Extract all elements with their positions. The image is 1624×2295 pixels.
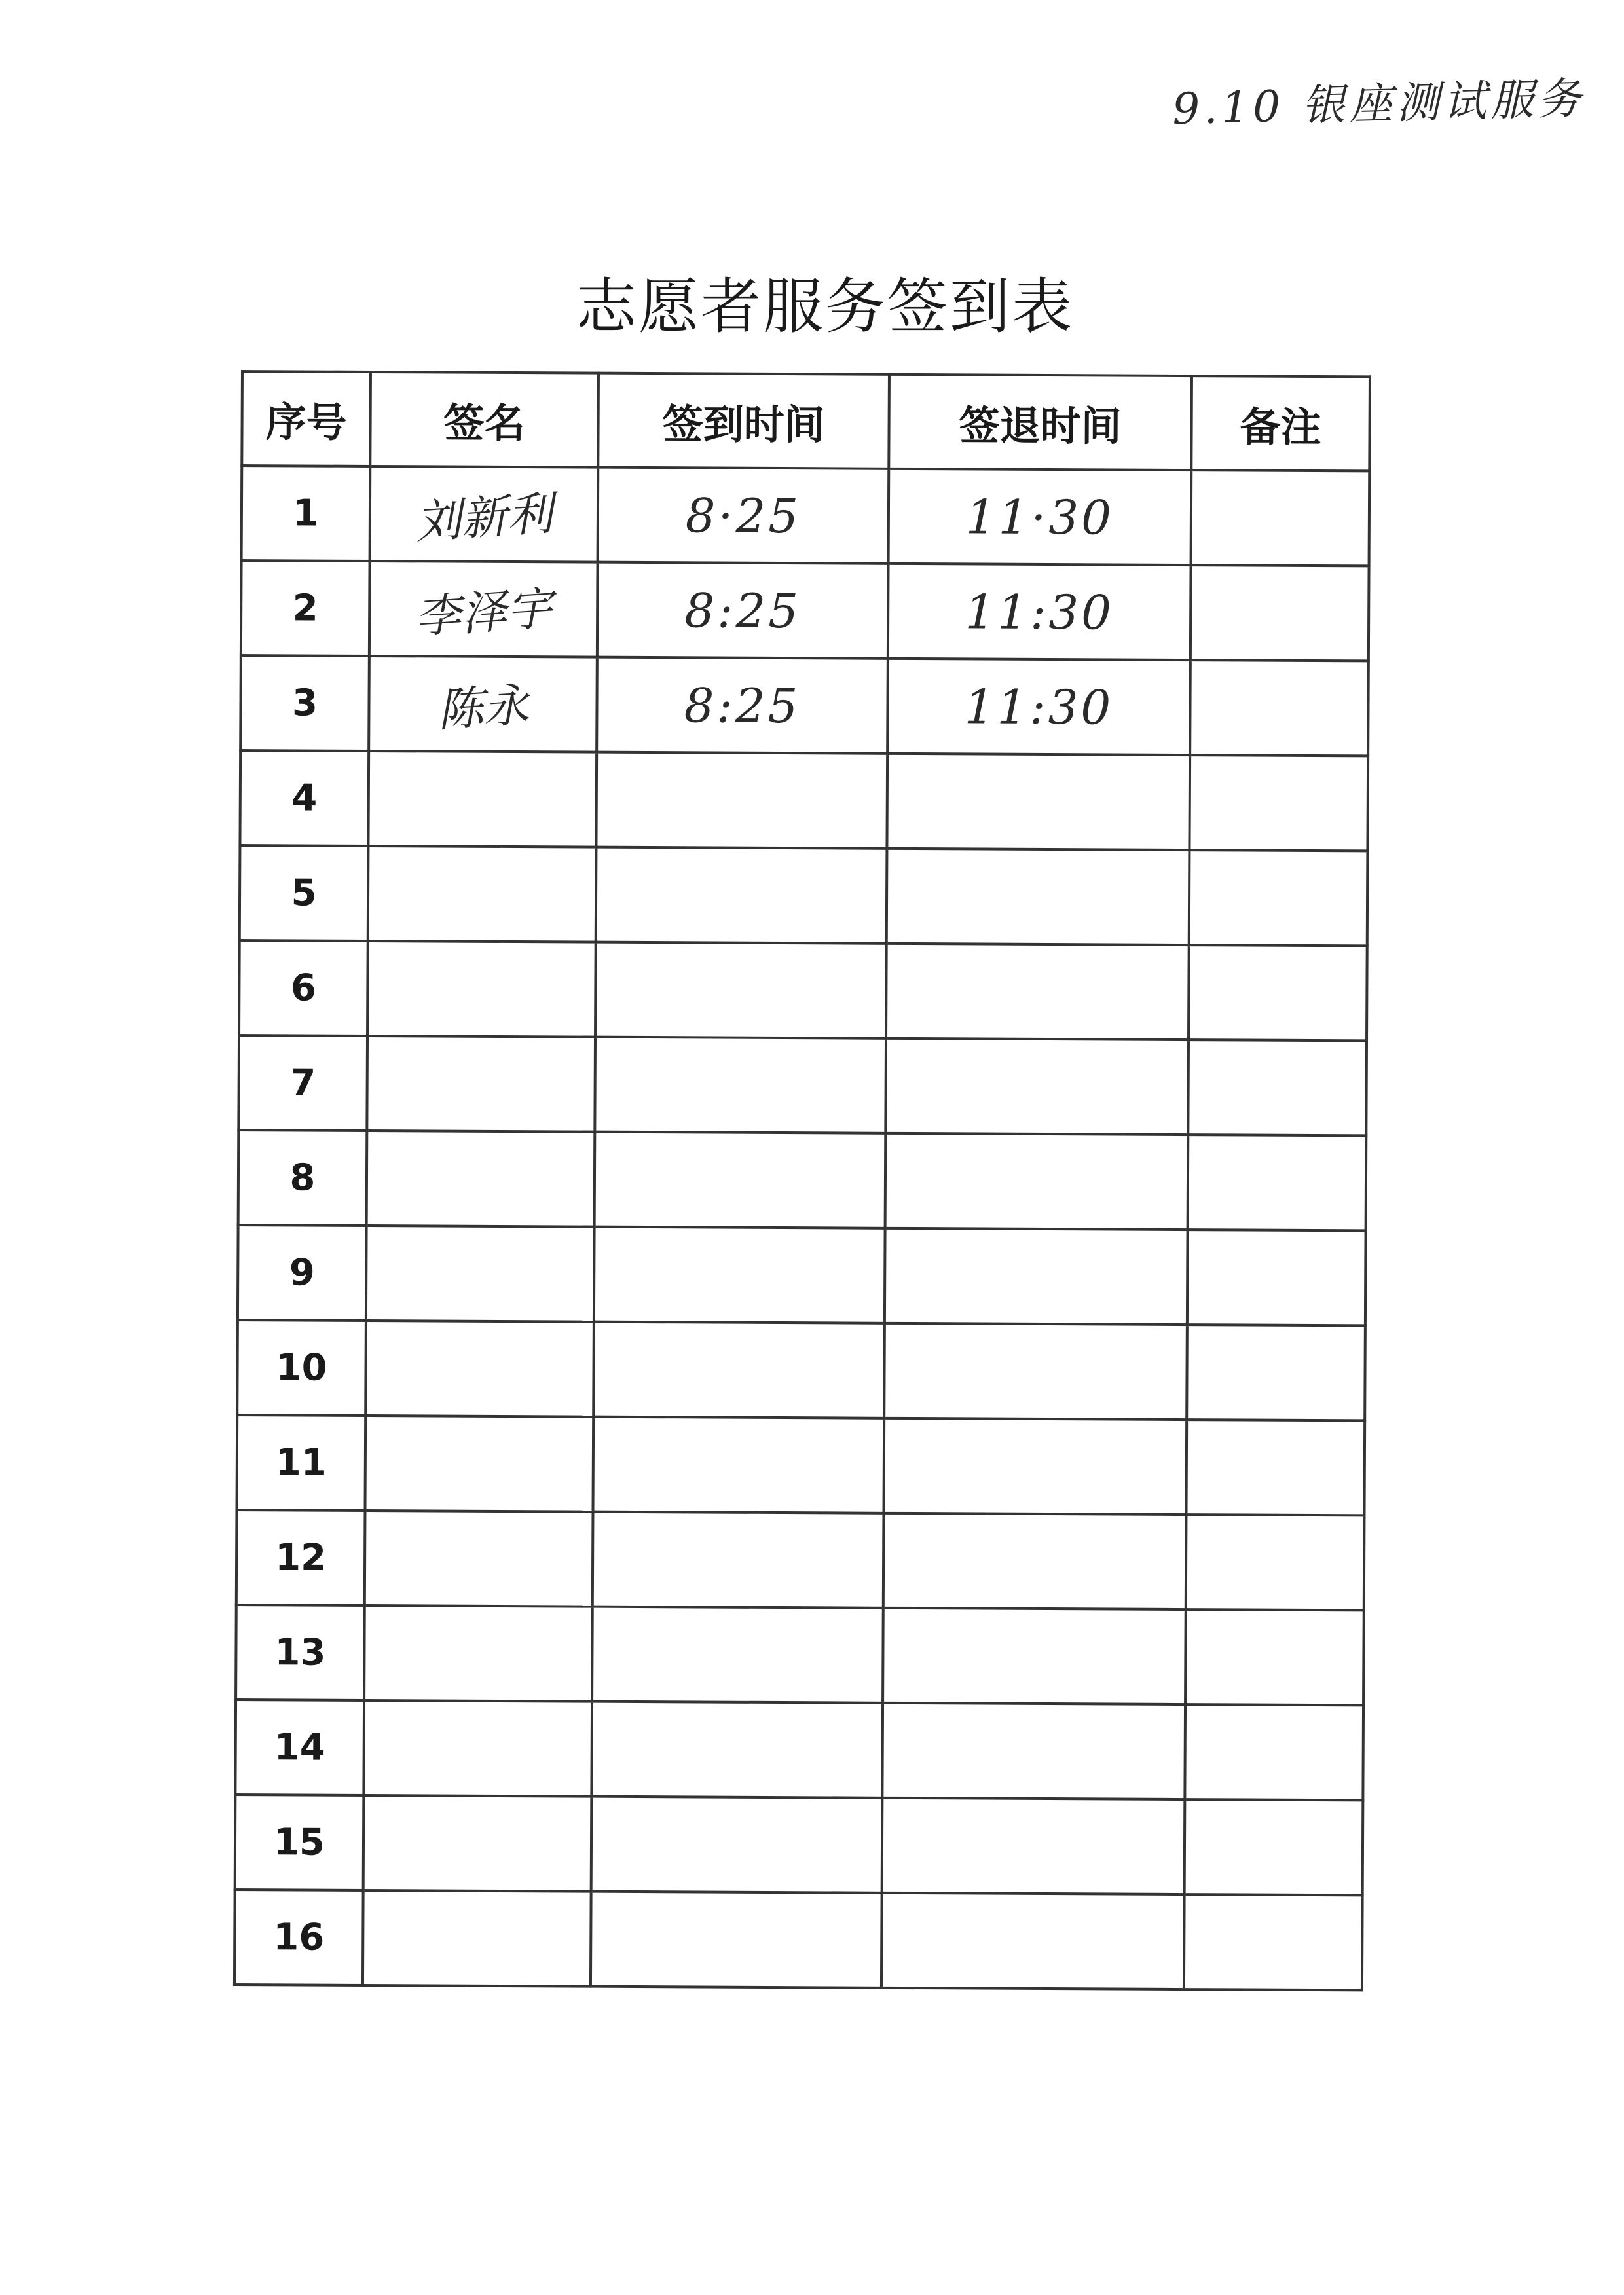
remark-cell <box>1189 755 1368 851</box>
table-row <box>235 1795 1363 1895</box>
page-title: 志愿者服务签到表 <box>576 272 1074 342</box>
row-index: 16 <box>234 1890 363 1985</box>
row-index: 3 <box>240 655 369 751</box>
row-index: 9 <box>238 1225 367 1321</box>
checkout-time-cell <box>888 564 1191 660</box>
checkin-time-cell <box>591 1892 882 1988</box>
checkin-time-cell <box>592 1607 883 1703</box>
signature-cell <box>363 1890 591 1987</box>
row-index: 7 <box>238 1035 367 1131</box>
table-row <box>236 1605 1364 1705</box>
signature-cell <box>369 561 598 657</box>
table-row <box>238 1130 1367 1230</box>
row-index: 11 <box>236 1415 365 1511</box>
remark-cell <box>1186 1420 1365 1515</box>
checkin-time-cell-text: 8·25 <box>685 487 802 543</box>
checkout-time-cell <box>882 1703 1185 1799</box>
signature-cell <box>367 941 596 1037</box>
signature-cell <box>365 1511 593 1607</box>
checkout-time-cell <box>883 1418 1187 1515</box>
remark-cell <box>1185 1609 1364 1705</box>
remark-cell <box>1191 470 1370 566</box>
checkin-time-cell <box>596 847 887 944</box>
row-index: 2 <box>241 560 370 656</box>
signin-table <box>233 370 1371 1991</box>
row-index: 8 <box>238 1130 367 1226</box>
checkin-time-cell <box>595 1132 886 1228</box>
remark-cell <box>1189 945 1367 1040</box>
table-row <box>240 655 1369 756</box>
remark-cell <box>1188 1040 1367 1135</box>
remark-cell <box>1190 660 1369 756</box>
signature-cell <box>370 466 599 562</box>
checkin-time-cell <box>597 562 889 659</box>
signature-cell <box>367 1131 595 1227</box>
header-checkout-time: 签退时间 <box>889 375 1192 470</box>
signature-cell <box>364 1606 593 1702</box>
remark-cell <box>1188 1135 1367 1230</box>
remark-cell <box>1184 1894 1363 1990</box>
handwritten-note: 9.10 银座测试服务 <box>1172 73 1585 135</box>
checkin-time-cell <box>591 1702 883 1798</box>
checkout-time-cell <box>887 754 1190 850</box>
checkin-time-cell <box>591 1797 883 1893</box>
remark-cell <box>1186 1515 1365 1610</box>
checkin-time-cell <box>593 1417 884 1513</box>
remark-cell <box>1187 1325 1365 1420</box>
checkout-time-cell-text: 11·30 <box>965 488 1115 545</box>
row-index: 10 <box>237 1320 366 1416</box>
checkout-time-cell <box>885 1228 1188 1325</box>
table-row <box>238 1225 1366 1325</box>
row-index: 1 <box>242 466 371 561</box>
checkin-time-cell <box>593 1512 884 1608</box>
signature-cell <box>365 1416 593 1512</box>
header-checkin-time: 签到时间 <box>598 373 889 469</box>
row-index: 12 <box>236 1510 365 1606</box>
checkout-time-cell <box>883 1513 1187 1609</box>
header-remarks: 备注 <box>1191 376 1370 471</box>
row-index: 6 <box>239 940 368 1036</box>
checkout-time-cell <box>886 944 1189 1040</box>
table-row <box>236 1510 1365 1610</box>
row-index: 4 <box>240 750 369 846</box>
row-index: 13 <box>236 1605 365 1700</box>
signature-cell <box>365 1321 594 1417</box>
row-index: 14 <box>235 1700 364 1795</box>
header-row <box>242 371 1370 471</box>
signature-cell-text: 刘新利 <box>413 487 555 549</box>
checkin-time-cell <box>595 942 887 1038</box>
table-row <box>242 466 1370 566</box>
signature-cell <box>366 1226 595 1322</box>
table-row <box>240 845 1368 946</box>
signature-cell <box>368 846 597 942</box>
table-row <box>241 560 1369 661</box>
remark-cell <box>1185 1704 1363 1800</box>
checkout-time-cell <box>883 1608 1186 1704</box>
checkout-time-cell <box>887 849 1190 945</box>
checkout-time-cell-text: 11:30 <box>965 583 1115 640</box>
table-row <box>238 1035 1367 1135</box>
checkout-time-cell <box>889 469 1192 565</box>
table-row <box>234 1890 1363 1990</box>
remark-cell <box>1187 1230 1366 1325</box>
checkout-time-cell <box>887 659 1190 755</box>
remark-cell <box>1185 1799 1363 1895</box>
checkout-time-cell <box>885 1133 1189 1230</box>
signature-cell <box>367 1036 595 1132</box>
checkin-time-cell <box>594 1227 885 1323</box>
header-signature: 签名 <box>370 372 599 468</box>
table-row <box>236 1415 1365 1515</box>
signature-cell <box>369 656 597 752</box>
checkin-time-cell <box>593 1322 885 1418</box>
signature-cell <box>368 751 597 847</box>
row-index: 15 <box>235 1795 364 1890</box>
checkin-time-cell <box>596 752 887 849</box>
checkin-time-cell-text: 8:25 <box>684 582 802 638</box>
signature-cell-text: 陈永 <box>435 678 531 738</box>
signature-cell-text: 李泽宇 <box>413 581 555 644</box>
checkout-time-cell <box>882 1798 1185 1894</box>
checkin-time-cell <box>598 468 889 564</box>
row-index: 5 <box>240 845 369 941</box>
signature-cell <box>363 1795 592 1892</box>
table-row <box>237 1320 1365 1420</box>
checkout-time-cell-text: 11:30 <box>964 678 1114 735</box>
checkin-time-cell <box>597 657 888 754</box>
checkin-time-cell <box>595 1037 886 1133</box>
header-index: 序号 <box>242 371 371 466</box>
checkout-time-cell <box>881 1893 1185 1989</box>
table-row <box>235 1700 1363 1800</box>
checkout-time-cell <box>885 1038 1189 1135</box>
signature-cell <box>363 1700 592 1797</box>
checkin-time-cell-text: 8:25 <box>684 677 801 733</box>
table-row <box>240 750 1368 851</box>
table-row <box>239 940 1367 1040</box>
signin-sheet <box>233 370 1369 1973</box>
remark-cell <box>1190 565 1369 661</box>
checkout-time-cell <box>884 1323 1187 1420</box>
remark-cell <box>1189 850 1368 946</box>
